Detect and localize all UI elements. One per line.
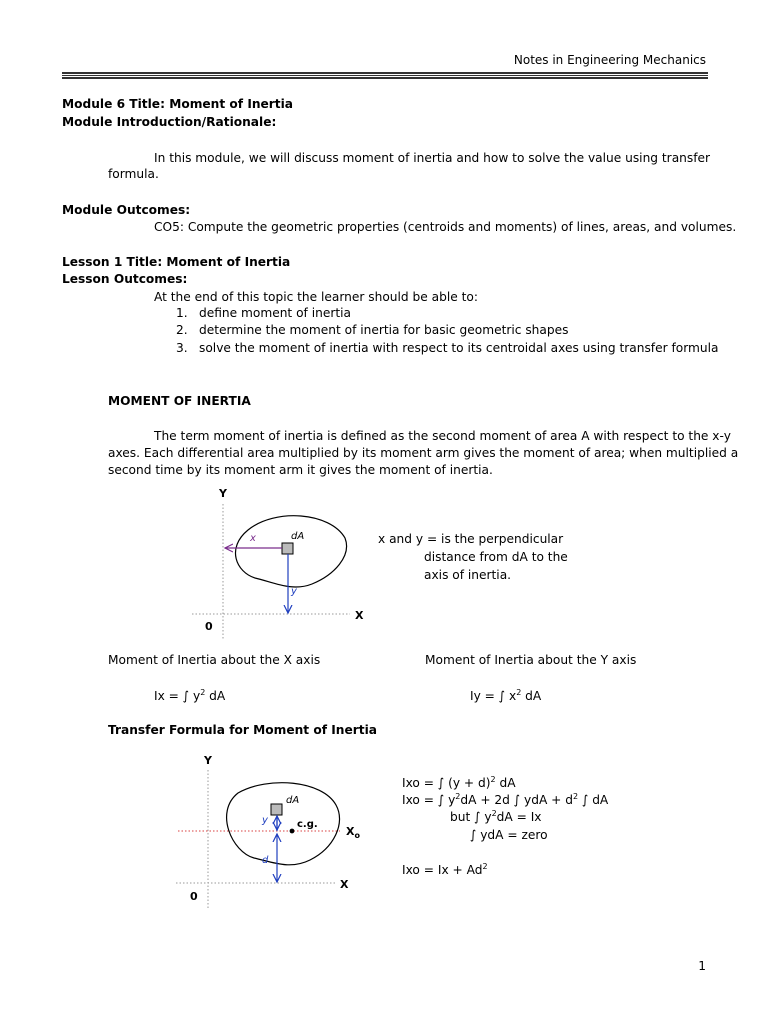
module-intro-line1: In this module, we will discuss moment of inertia and how to solve the value using transfer [154, 151, 711, 165]
page-number: 1 [698, 959, 706, 973]
module-intro-heading: Module Introduction/Rationale: [62, 115, 277, 129]
y-axis-label: Y [219, 487, 227, 500]
diagram-note-line1: x and y = is the perpendicular [378, 532, 564, 546]
transfer-differential-area [271, 804, 282, 815]
module-intro-line2: formula. [108, 167, 159, 181]
differential-area-element [282, 543, 293, 554]
outcome-number: 1. [176, 306, 188, 320]
transfer-eq1: Ixo = ∫ $(y + d)^2$ dA [402, 774, 516, 790]
moi-paragraph-line2: axes. Each differential area multiplied by its moment arm gives the moment of area; when multiplied a [108, 446, 739, 460]
diagram-note-line3: axis of inertia. [424, 568, 512, 582]
outcome-text: determine the moment of inertia for basic geometric shapes [199, 323, 569, 337]
outcome-text: solve the moment of inertia with respect to its centroidal axes using transfer formula [199, 341, 719, 355]
moi-heading: MOMENT OF INERTIA [108, 394, 251, 408]
y-arm-label: y [291, 586, 297, 597]
transfer-eq5: Ixo = $Ix + Ad^2$ [402, 861, 488, 877]
running-header: Notes in Engineering Mechanics [513, 53, 706, 67]
outcome-number: 2. [176, 323, 188, 337]
y-axis-heading: Moment of Inertia about the Y axis [425, 653, 637, 667]
lesson-title: Lesson 1 Title: Moment of Inertia [62, 255, 291, 269]
ix-formula: Ix = ∫ $y^2$ dA [154, 687, 226, 703]
outcome-number: 3. [176, 341, 188, 355]
diagram-note-line2: distance from dA to the [424, 550, 568, 564]
iy-formula: Iy = ∫ $x^2$ dA [470, 687, 542, 703]
transfer-heading: Transfer Formula for Moment of Inertia [108, 723, 377, 737]
transfer-eq4: ∫ ydA = zero [470, 828, 548, 842]
transfer-d-label: d [262, 855, 269, 866]
x-axis-heading: Moment of Inertia about the X axis [108, 653, 321, 667]
transfer-area-shape [227, 783, 340, 865]
x-arm-label: x [250, 533, 256, 544]
transfer-y-label: y [262, 815, 268, 826]
moi-paragraph-line3: second time by its moment arm it gives the moment of inertia. [108, 463, 493, 477]
transfer-y-axis-label: Y [204, 754, 212, 767]
transfer-eq3: but ∫ $y^2dA = Ix$ [450, 808, 542, 824]
moi-paragraph-line1: The term moment of inertia is defined as the second moment of area A with respect to the x-y [154, 429, 731, 443]
transfer-eq2: Ixo = ∫ $y^2dA + 2d$ ∫ ydA + $d^2$ ∫ dA [402, 791, 609, 807]
module-title: Module 6 Title: Moment of Inertia [62, 97, 294, 111]
module-outcome-co5: CO5: Compute the geometric properties (centroids and moments) of lines, areas, and volumes. [154, 220, 737, 234]
outcome-text: define moment of inertia [199, 306, 351, 320]
origin-label: 0 [205, 620, 213, 633]
centroid-dot [290, 829, 295, 834]
module-outcomes-heading: Module Outcomes: [62, 203, 191, 217]
transfer-da-label: dA [286, 795, 300, 806]
transfer-origin-label: 0 [190, 890, 198, 903]
lesson-outcomes-heading: Lesson Outcomes: [62, 272, 188, 286]
transfer-x-axis-label: X [340, 878, 349, 891]
x-axis-label: X [355, 609, 364, 622]
lesson-outcomes-intro: At the end of this topic the learner should be able to: [154, 290, 478, 304]
da-label: dA [291, 531, 305, 542]
centroidal-axis-label: $X_o$ [346, 825, 360, 840]
centroid-label: c.g. [297, 819, 318, 830]
